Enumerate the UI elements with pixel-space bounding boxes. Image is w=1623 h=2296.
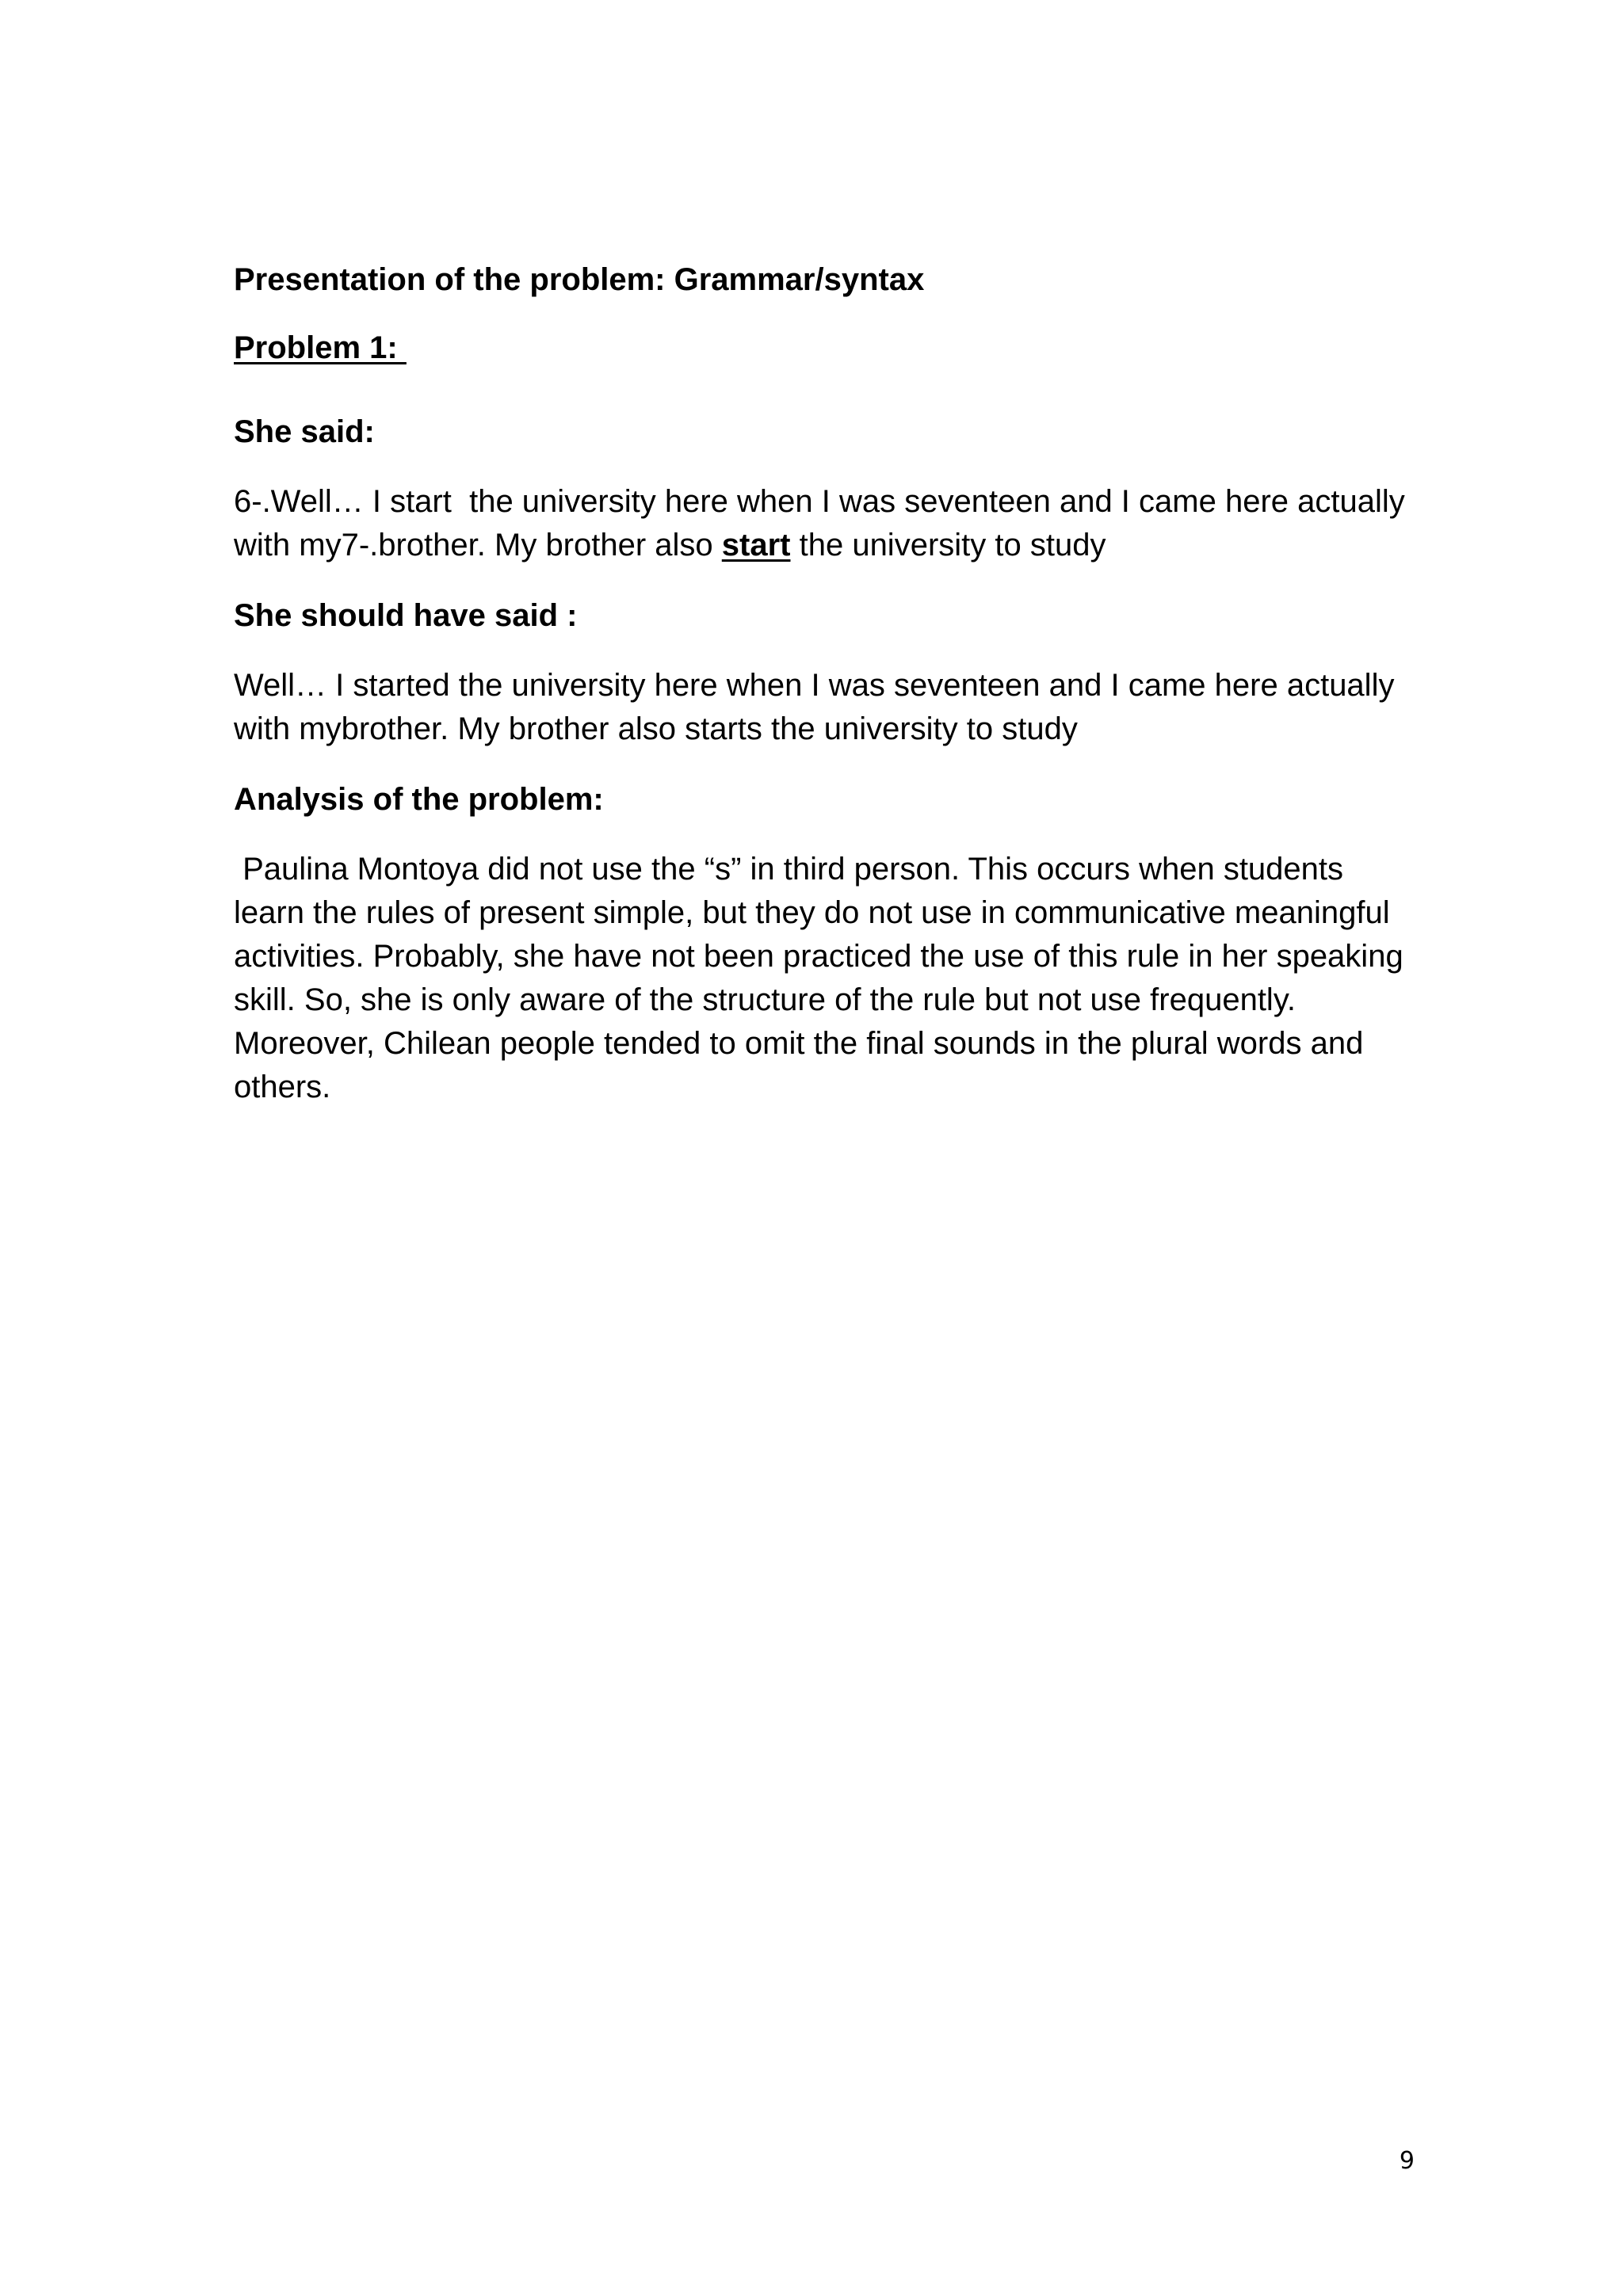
page-content: [234, 257, 1415, 1109]
she-said-text-before: 6-.Well… I start the university here when I was seventeen and I came here actually with my7-.brother. My brother also: [234, 484, 1414, 563]
she-said-emphasis: start: [721, 528, 791, 563]
should-have-said-text: Well… I started the university here when I was seventeen and I came here actually with mybrother. My brother also starts the university to study: [234, 668, 1395, 746]
analysis-label: Analysis of the problem:: [234, 782, 604, 817]
should-have-said-label: She should have said :: [234, 598, 578, 633]
she-said-text-after: the university to study: [790, 528, 1106, 563]
problem-label: Problem 1:: [234, 330, 407, 365]
she-said-label: She said:: [234, 414, 375, 449]
she-said-text: [234, 480, 1415, 567]
section-title: Presentation of the problem: Grammar/syntax: [234, 262, 925, 297]
analysis-text: Paulina Montoya did not use the “s” in third person. This occurs when students learn the rules of present simple, but they do not use in communicative meaningful activities. Probably, she have not been practiced the use of this rule in her speaking skill. So, she is only aware of the structure of the rule but not use frequently. Moreover, Chilean people tended to omit the final sounds in the plural words and others.: [234, 852, 1412, 1104]
page-number: 9: [1399, 2147, 1415, 2175]
